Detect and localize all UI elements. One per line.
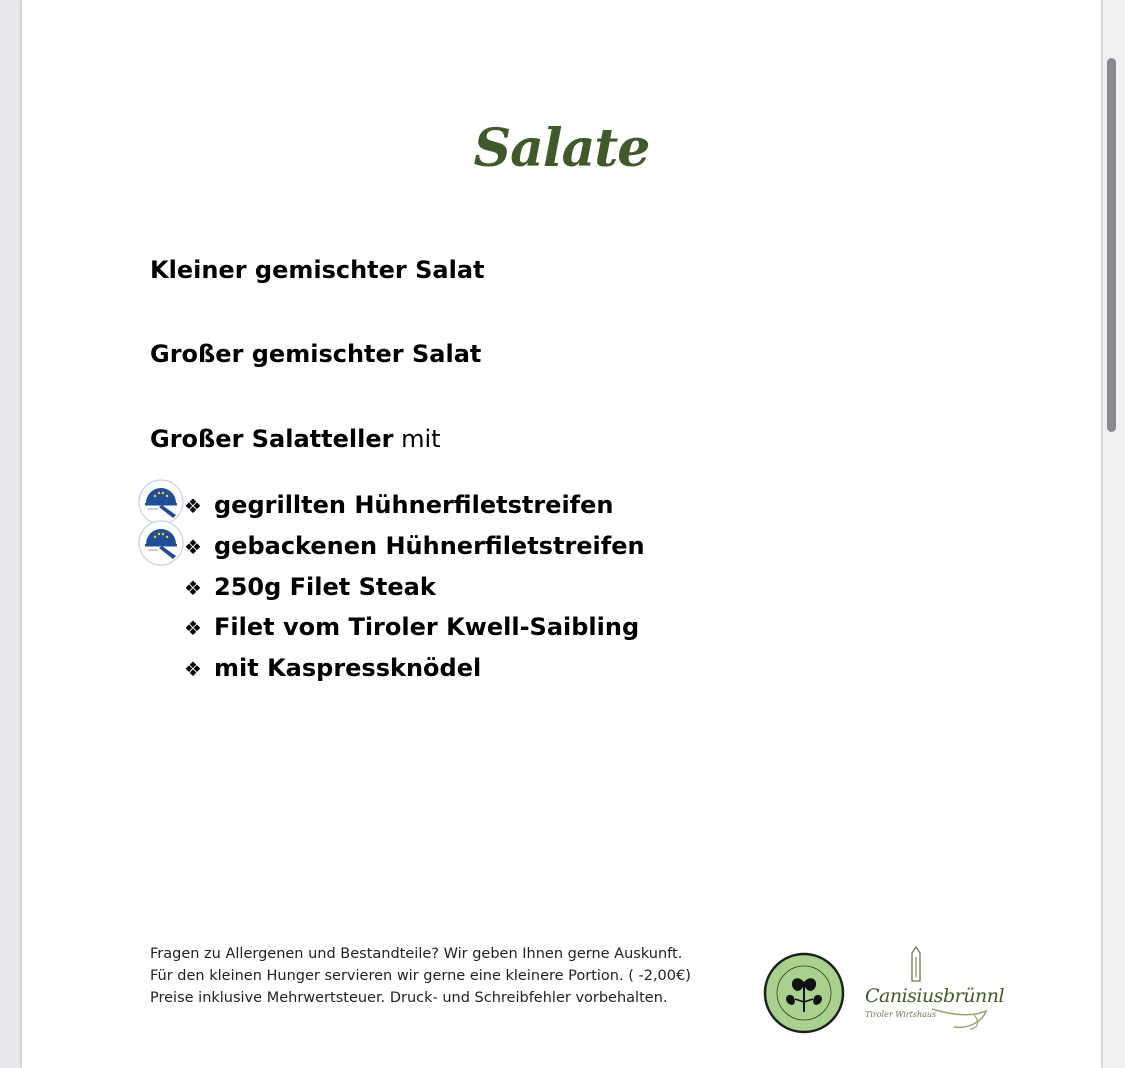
option-item [184, 532, 645, 560]
menu-page [22, 0, 1101, 1068]
tiroler-wirtshaus-logo [763, 952, 845, 1034]
brand-name: Canisiusbrünnl [865, 985, 1005, 1007]
diamond-bullet-icon: ❖ [184, 535, 202, 559]
menu-item-name: Großer gemischter Salat [150, 340, 482, 368]
option-item [184, 654, 481, 682]
eu-origin-badge-icon [138, 520, 184, 566]
menu-item-small-salad [150, 256, 485, 284]
menu-item-name: Großer Salatteller [150, 425, 394, 453]
option-item [184, 491, 613, 519]
option-label: gebackenen Hühnerfiletstreifen [214, 532, 645, 560]
footer-line-allergens: Fragen zu Allergenen und Bestandteile? Wir geben Ihnen gerne Auskunft. [150, 946, 683, 962]
diamond-bullet-icon: ❖ [184, 576, 202, 600]
option-label: 250g Filet Steak [214, 573, 436, 601]
footer-line-portion: Für den kleinen Hunger servieren wir gerne eine kleinere Portion. ( -2,00€) [150, 968, 691, 984]
page-title: Salate [473, 118, 650, 179]
footer-notes [150, 943, 691, 1009]
scrollbar-thumb[interactable] [1107, 58, 1116, 432]
option-label: Filet vom Tiroler Kwell-Saibling [214, 613, 640, 641]
menu-item-name: Kleiner gemischter Salat [150, 256, 485, 284]
menu-item-suffix: mit [393, 425, 441, 453]
option-item [184, 573, 436, 601]
diamond-bullet-icon: ❖ [184, 494, 202, 518]
brand-subtitle: Tiroler Wirtshaus [865, 1010, 937, 1019]
option-label: gegrillten Hühnerfiletstreifen [214, 491, 614, 519]
option-label: mit Kaspressknödel [214, 654, 482, 682]
diamond-bullet-icon: ❖ [184, 616, 202, 640]
eu-origin-badge-icon [138, 479, 184, 525]
footer-line-prices: Preise inklusive Mehrwertsteuer. Druck- und Schreibfehler vorbehalten. [150, 990, 668, 1006]
diamond-bullet-icon: ❖ [184, 657, 202, 681]
menu-item-large-salad [150, 340, 481, 368]
option-item [184, 613, 639, 641]
menu-item-salad-plate [150, 425, 441, 453]
